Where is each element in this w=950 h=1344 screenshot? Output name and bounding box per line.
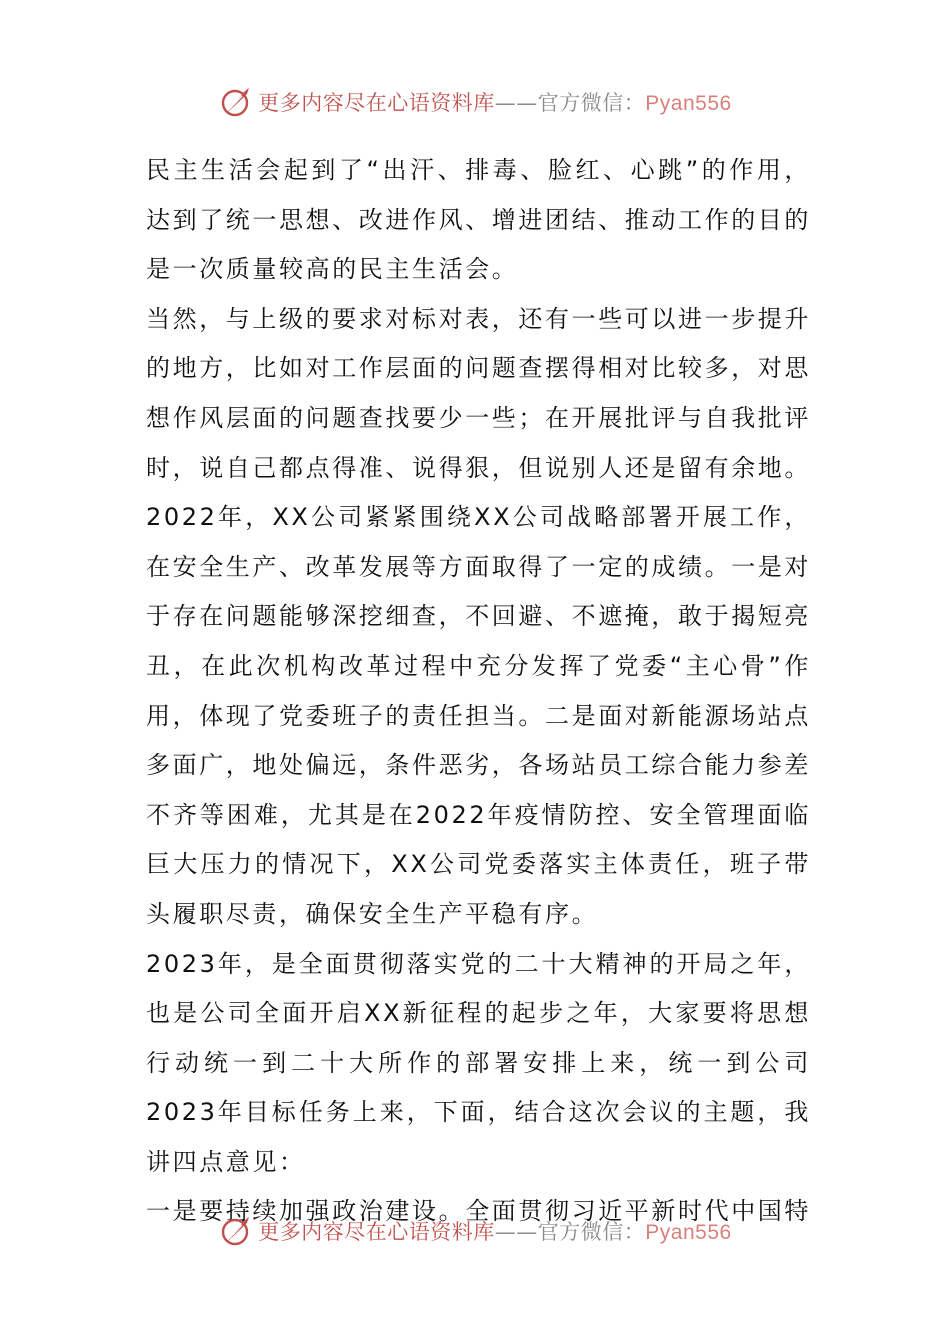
document-body [146, 146, 811, 1237]
quill-logo-icon [218, 1213, 254, 1249]
header-banner [0, 82, 950, 122]
paragraph-2023-outlook: 2023年，是全面贯彻落实党的二十大精神的开局之年，也是公司全面开启XX新征程的起步之年，大家要将思想行动统一到二十大所作的部署安排上来，统一到公司2023年目标任务上来，下面，结合这次会议的主题，我讲四点意见： [146, 949, 811, 1176]
header-library-text: 更多内容尽在心语资料库 [258, 91, 495, 115]
footer-banner [0, 1211, 950, 1251]
paragraph-political-construction: 一是要持续加强政治建设。全面贯彻习近平新时代中国特 [146, 1197, 811, 1226]
quill-logo-icon [218, 84, 254, 120]
header-separator: —— [494, 91, 538, 115]
footer-separator: —— [494, 1220, 538, 1244]
footer-wechat-id: Pyan556 [645, 1221, 732, 1244]
footer-banner-text [258, 1216, 731, 1246]
header-wechat-label: 官方微信： [537, 91, 646, 115]
footer-library-text: 更多内容尽在心语资料库 [258, 1220, 495, 1244]
paragraph-democratic-meeting: 民主生活会起到了“出汗、排毒、脸红、心跳”的作用，达到了统一思想、改进作风、增进团结、推动工作的目的是一次质量较高的民主生活会。 [146, 156, 811, 284]
header-banner-text [258, 87, 731, 117]
footer-wechat-label: 官方微信： [537, 1220, 646, 1244]
paragraph-2022-review: 2022年，XX公司紧紧围绕XX公司战略部署开展工作，在安全生产、改革发展等方面取得了一定的成绩。一是对于存在问题能够深挖细查，不回避、不遮掩，敢于揭短亮丑，在此次机构改革过程中充分发挥了党委“主心骨”作用，体现了党委班子的责任担当。二是面对新能源场站点多面广，地处偏远，条件恶劣，各场站员工综合能力参差不齐等困难，尤其是在2022年疫情防控、安全管理面临巨大压力的情况下，XX公司党委落实主体责任，班子带头履职尽责，确保安全生产平稳有序。 [146, 503, 811, 928]
header-wechat-id: Pyan556 [645, 92, 732, 115]
paragraph-improvements: 当然，与上级的要求对标对表，还有一些可以进一步提升的地方，比如对工作层面的问题查摆得相对比较多，对思想作风层面的问题查找要少一些；在开展批评与自我批评时，说自己都点得准、说得狠，但说别人还是留有余地。 [146, 304, 811, 482]
